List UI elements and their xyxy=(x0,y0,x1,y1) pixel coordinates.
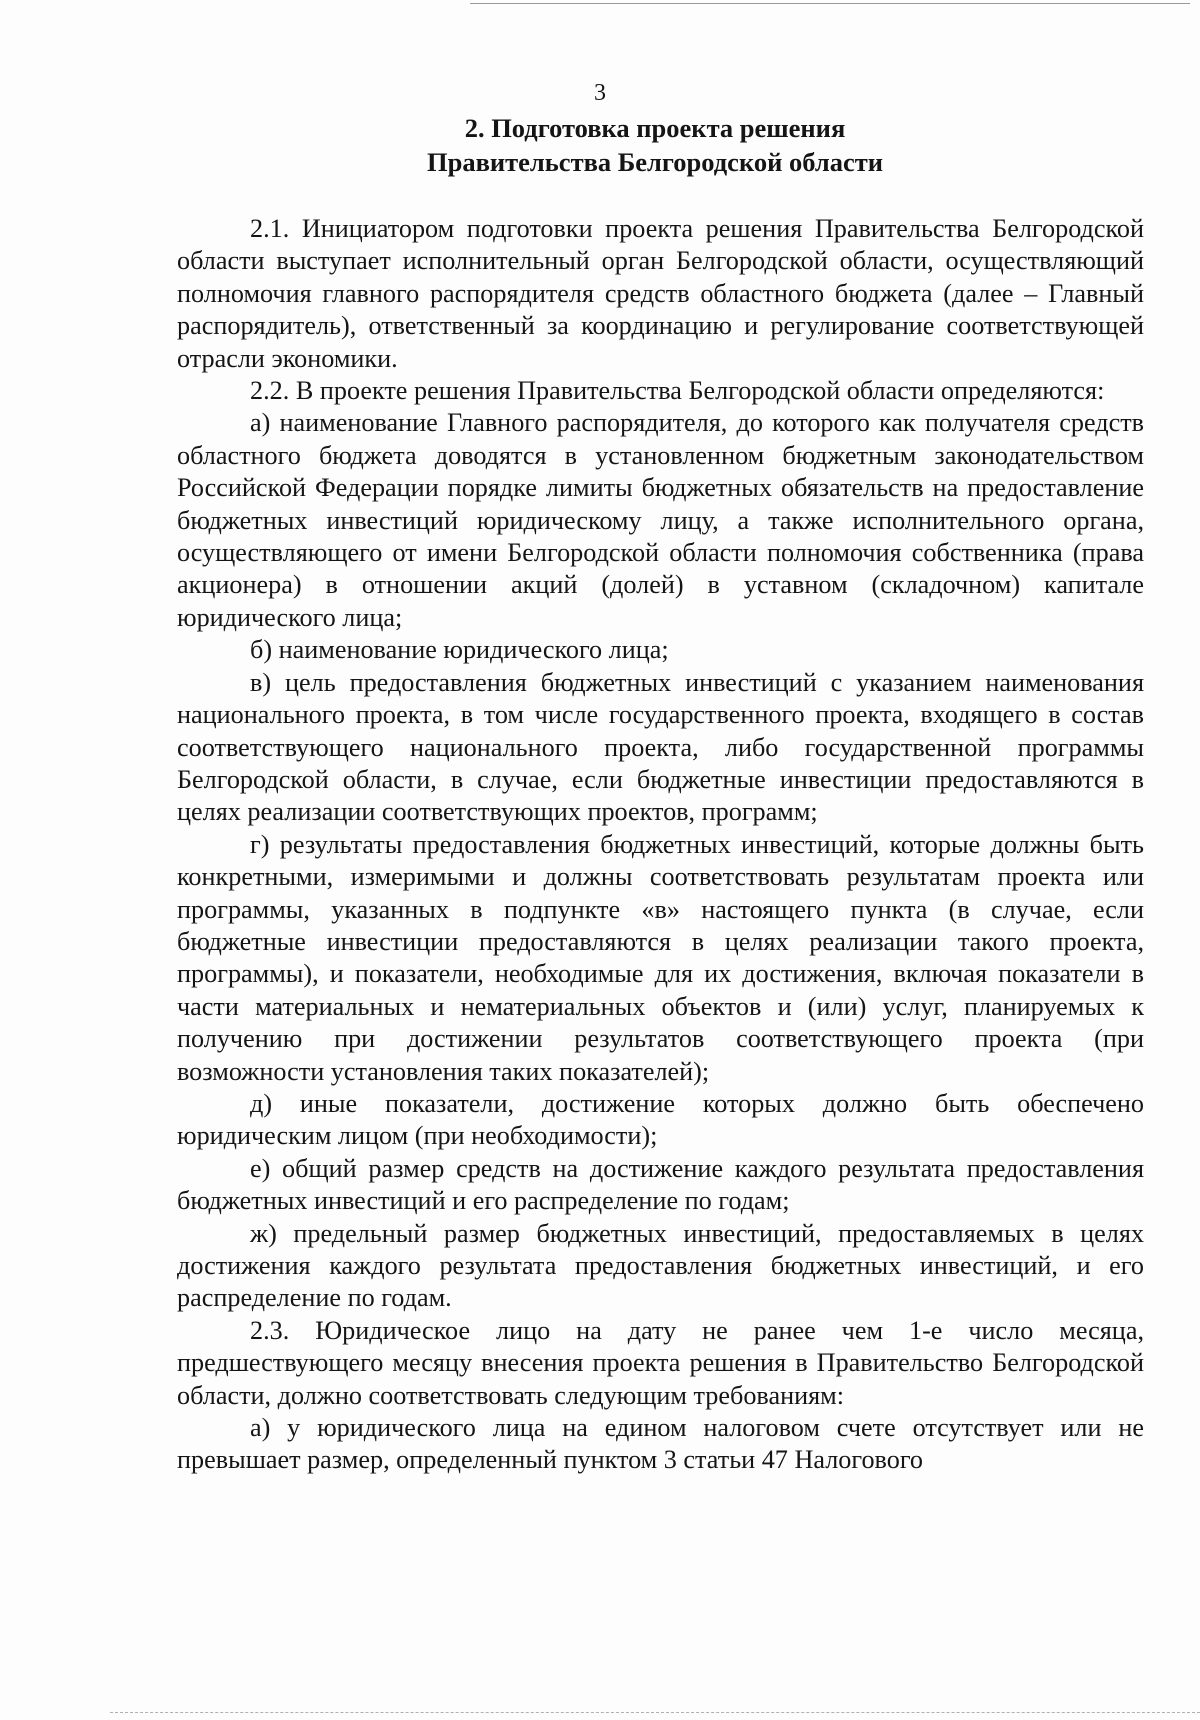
paragraph-2-2-d: д) иные показатели, достижение которых должно быть обеспечено юридическим лицом (при необходимости); xyxy=(177,1088,1144,1151)
section-title-line-1: 2. Подготовка проекта решения xyxy=(464,113,846,143)
paragraph-2-2-v: в) цель предоставления бюджетных инвестиций с указанием наименования национального проекта, в том числе государственного проекта, входящего в состав соответствующего национального проекта, либо государственной программы Белгородской области, в случае, если бюджетные инвестиции предоставляются в целях реализации соответствующих проектов, программ; xyxy=(177,667,1144,827)
paragraph-2-3-a: а) у юридического лица на едином налоговом счете отсутствует или не превышает размер, определенный пунктом 3 статьи 47 Налогового xyxy=(177,1413,1144,1475)
scan-edge-line-bottom xyxy=(110,1712,1200,1713)
paragraph-2-2: 2.2. В проекте решения Правительства Белгородской области определяются: xyxy=(250,376,1105,406)
paragraph-2-2-e: е) общий размер средств на достижение каждого результата предоставления бюджетных инвестиций и его распределение по годам; xyxy=(177,1153,1144,1216)
paragraph-2-2-zh: ж) предельный размер бюджетных инвестиций, предоставляемых в целях достижения каждого результата предоставления бюджетных инвестиций, и его распределение по годам. xyxy=(177,1218,1144,1313)
paragraph-2-1: 2.1. Инициатором подготовки проекта решения Правительства Белгородской области выступает исполнительный орган Белгородской области, осуществляющий полномочия главного распорядителя средств областного бюджета (далее – Главный распорядитель), ответственный за координацию и регулирование соответствующей отрасли экономики. xyxy=(177,214,1144,373)
paragraph-2-2-a: а) наименование Главного распорядителя, до которого как получателя средств областного бюджета доводятся в установленном бюджетным законодательством Российской Федерации порядке лимиты бюджетных обязательств на предоставление бюджетных инвестиций юридическому лицу, а также исполнительного органа, осуществляющего от имени Белгородской области полномочия собственника (права акционера) в отношении акций (долей) в уставном (складочном) капитале юридического лица; xyxy=(177,408,1144,632)
paragraph-2-2-g: г) результаты предоставления бюджетных инвестиций, которые должны быть конкретными, измеримыми и должны соответствовать результатам проекта или программы, указанных в подпункте «в» настоящего пункта (в случае, если бюджетные инвестиции предоставляются в целях реализации такого проекта, программы), и показатели, необходимые для их достижения, включая показатели в части материальных и нематериальных объектов и (или) услуг, планируемых к получению при достижении результатов соответствующего проекта (при возможности установления таких показателей); xyxy=(177,829,1144,1086)
section-title-line-2: Правительства Белгородской области xyxy=(426,147,884,177)
page-number: 3 xyxy=(594,80,606,106)
paragraph-2-2-b: б) наименование юридического лица; xyxy=(250,635,669,665)
paragraph-2-3: 2.3. Юридическое лицо на дату не ранее чем 1-е число месяца, предшествующего месяцу внесения проекта решения в Правительство Белгородской области, должно соответствовать следующим требованиям: xyxy=(177,1315,1144,1410)
document-body xyxy=(177,213,1144,1477)
scan-edge-line-top xyxy=(470,3,1190,4)
